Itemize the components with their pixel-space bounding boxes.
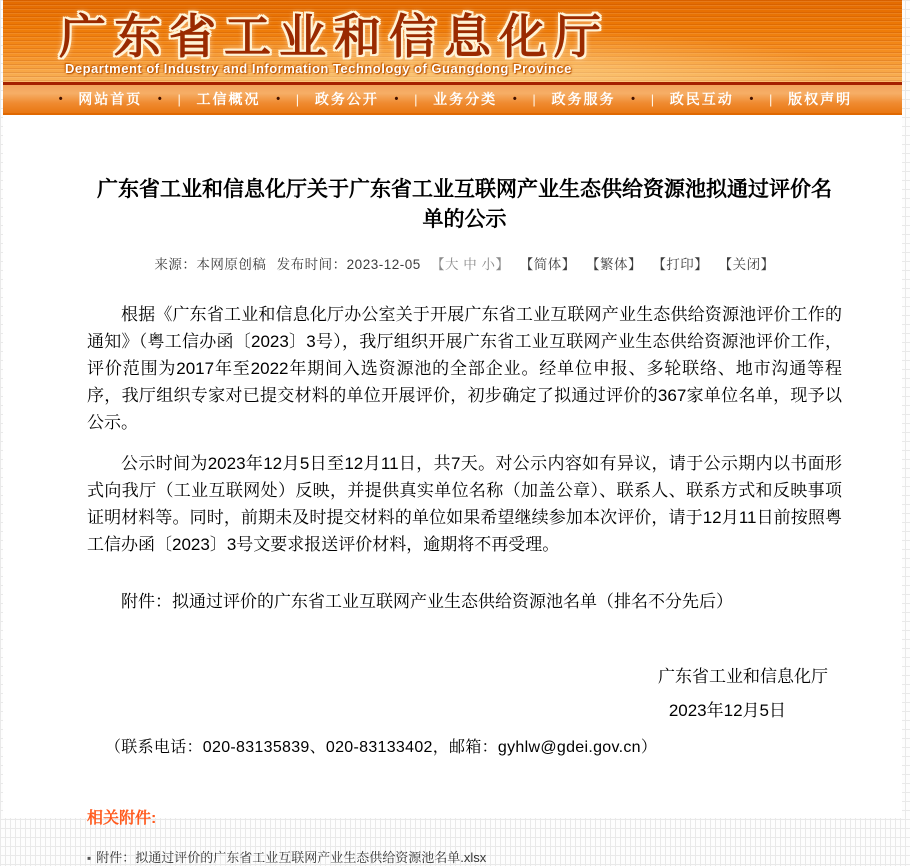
meta-publish-date: 发布时间：2023-12-05 xyxy=(276,256,421,272)
nav-item-gov-affairs[interactable]: 政务公开 xyxy=(314,91,379,107)
site-banner xyxy=(3,0,902,85)
meta-source: 来源：本网原创稿 xyxy=(154,256,267,272)
font-size-control[interactable]: 【大 中 小】 xyxy=(431,256,510,272)
print-button[interactable]: 【打印】 xyxy=(652,256,709,272)
signature-organization: 广东省工业和信息化厅 xyxy=(658,666,828,686)
nav-item-home[interactable]: 网站首页 xyxy=(78,91,143,107)
related-attachment-row xyxy=(87,847,842,866)
nav-separator: | xyxy=(295,91,300,107)
nav-item-copyright[interactable]: 版权声明 xyxy=(788,91,853,107)
signature-date: 2023年12月5日 xyxy=(668,700,786,720)
nav-separator: | xyxy=(769,91,773,107)
nav-bullet-icon: • xyxy=(631,93,636,105)
close-button[interactable]: 【关闭】 xyxy=(718,256,775,272)
contact-info: （联系电话：020-83135839、020-83133402，邮箱：gyhlw@gdei.gov.cn） xyxy=(105,738,658,756)
attachment-download-link[interactable]: 附件：拟通过评价的广东省工业互联网产业生态供给资源池名单.xlsx xyxy=(96,849,487,865)
nav-bullet-icon: • xyxy=(276,93,281,105)
nav-bullet-icon: • xyxy=(749,93,754,105)
nav-item-business[interactable]: 业务分类 xyxy=(433,91,498,107)
nav-separator: | xyxy=(177,91,181,107)
page xyxy=(3,0,902,865)
nav-bullet-icon: • xyxy=(58,93,63,105)
nav-item-overview[interactable]: 工信概况 xyxy=(196,91,261,107)
traditional-chinese-button[interactable]: 【繁体】 xyxy=(586,256,643,272)
nav-item-interaction[interactable]: 政民互动 xyxy=(669,91,734,107)
article-content xyxy=(3,175,902,866)
list-bullet-icon: ▪ xyxy=(87,850,92,865)
main-nav xyxy=(3,85,902,115)
simplified-chinese-button[interactable]: 【简体】 xyxy=(519,256,576,272)
nav-bullet-icon: • xyxy=(157,93,162,105)
site-subtitle-english: Department of Industry and Information Technology of Guangdong Province xyxy=(65,61,572,76)
nav-bullet-icon: • xyxy=(512,93,517,105)
nav-separator: | xyxy=(532,91,536,107)
attachment-note: 附件：拟通过评价的广东省工业互联网产业生态供给资源池名单（排名不分先后） xyxy=(121,591,733,611)
nav-separator: | xyxy=(414,91,418,107)
nav-bullet-icon: • xyxy=(394,93,399,105)
related-attachments-heading: 相关附件: xyxy=(87,809,157,827)
article-meta xyxy=(87,253,842,273)
nav-item-services[interactable]: 政务服务 xyxy=(551,91,616,107)
paragraph-1: 根据《广东省工业和信息化厅办公室关于开展广东省工业互联网产业生态供给资源池评价工作的通知》（粤工信办函〔2023〕3号），我厅组织开展广东省工业互联网产业生态供给资源池评价工作，评价范围为2017年至2022年期间入选资源池的全部企业。经单位申报、多轮联络、地市沟通等程序，我厅组织专家对已提交材料的单位开展评价，初步确定了拟通过评价的367家单位名单，现予以公示。 xyxy=(87,304,842,432)
site-title: 广东省工业和信息化厅 xyxy=(59,10,609,63)
nav-separator: | xyxy=(650,91,655,107)
article-title: 广东省工业和信息化厅关于广东省工业互联网产业生态供给资源池拟通过评价名单的公示 xyxy=(97,178,832,232)
paragraph-2: 公示时间为2023年12月5日至12月11日，共7天。对公示内容如有异议，请于公示期内以书面形式向我厅（工业互联网处）反映，并提供真实单位名称（加盖公章）、联系人、联系方式和反映事项证明材料等。同时，前期未及时提交材料的单位如果希望继续参加本次评价，请于12月11日前按照粤工信办函〔2023〕3号文要求报送评价材料，逾期将不再受理。 xyxy=(87,453,842,554)
